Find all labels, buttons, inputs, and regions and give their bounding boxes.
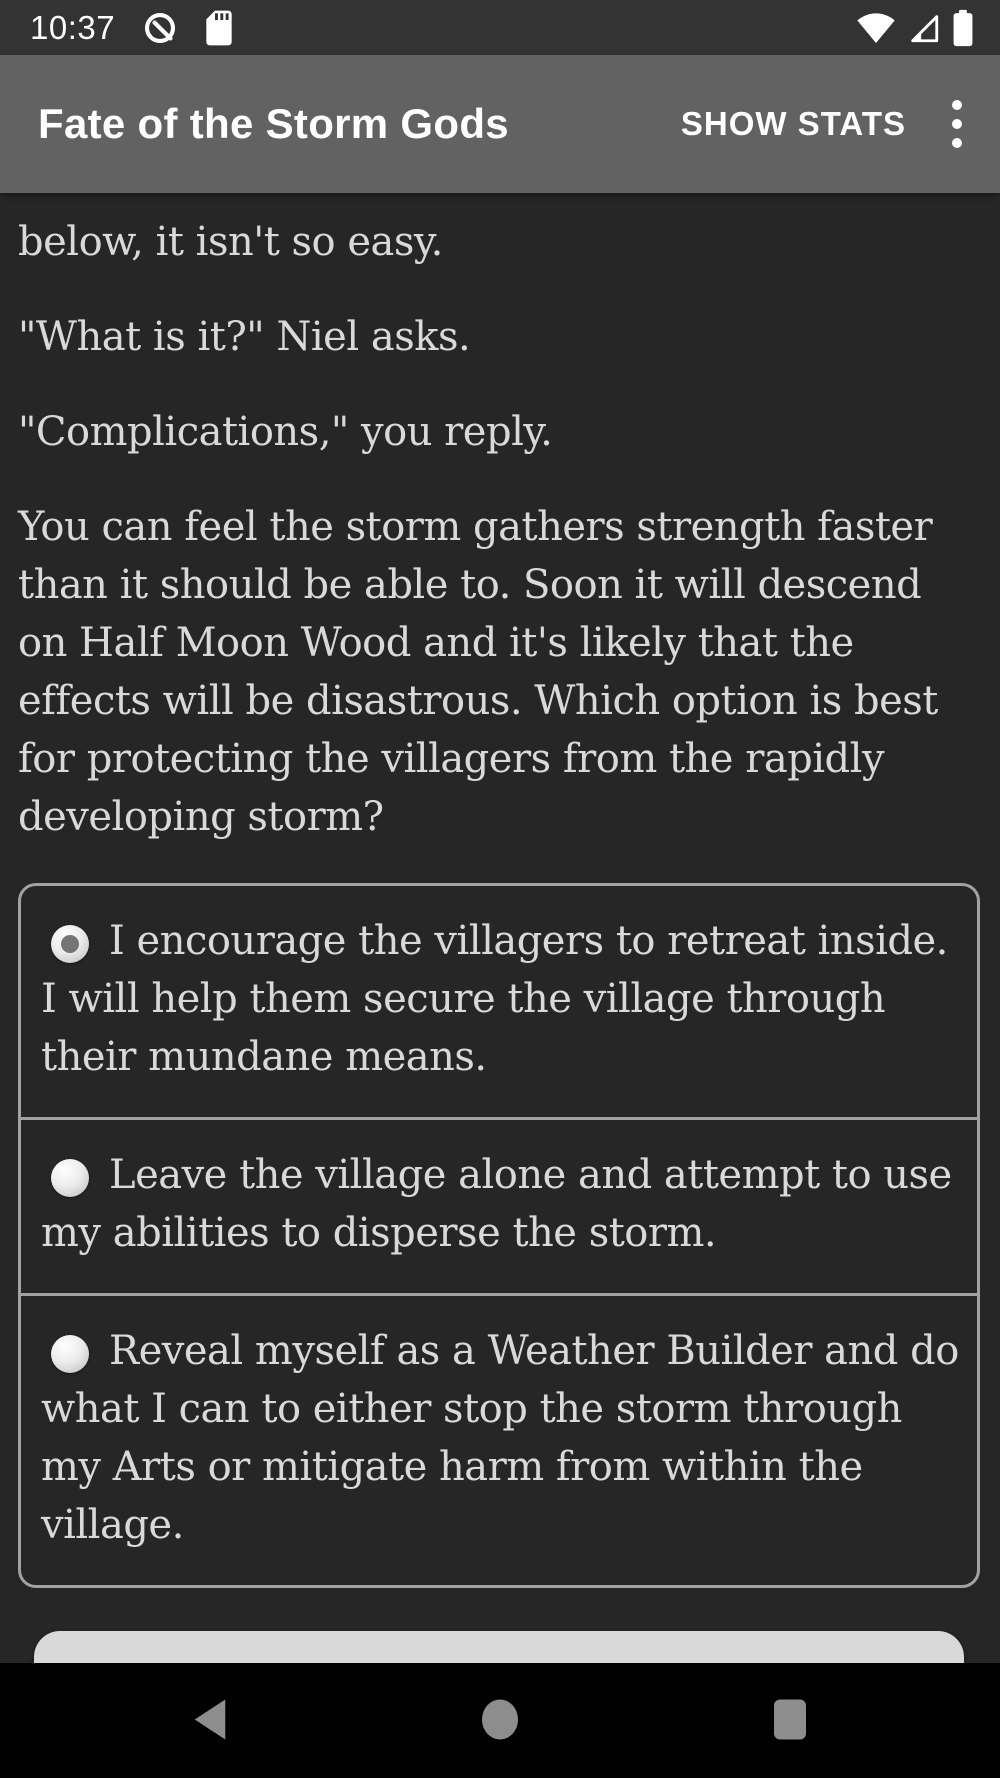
status-bar bbox=[0, 0, 1000, 55]
choice-option-2[interactable] bbox=[21, 1117, 977, 1293]
vertical-ellipsis-icon bbox=[952, 100, 962, 110]
app-bar bbox=[0, 55, 1000, 193]
story-paragraph: "Complications," you reply. bbox=[18, 409, 553, 455]
home-icon bbox=[481, 1698, 519, 1740]
overflow-menu-button[interactable] bbox=[942, 92, 972, 156]
android-q-icon bbox=[141, 9, 179, 47]
app-title: Fate of the Storm Gods bbox=[38, 100, 509, 147]
choice-label: I encourage the villagers to retreat inside. I will help them secure the village through their mundane means. bbox=[41, 918, 948, 1080]
battery-icon bbox=[952, 9, 974, 47]
sd-card-icon bbox=[203, 8, 235, 48]
recents-icon bbox=[773, 1698, 807, 1740]
vertical-ellipsis-icon bbox=[952, 138, 962, 148]
vertical-ellipsis-icon bbox=[952, 119, 962, 129]
story-paragraph: "What is it?" Niel asks. bbox=[18, 314, 471, 360]
choice-label: Leave the village alone and attempt to use my abilities to disperse the storm. bbox=[41, 1152, 952, 1256]
choice-option-1[interactable] bbox=[21, 886, 977, 1117]
status-time: 10:37 bbox=[30, 8, 116, 46]
story-paragraph: You can feel the storm gathers strength faster than it should be able to. Soon it will descend on Half Moon Wood and it's likely that the effects will be disastrous. Which option is best for protecting the villagers from the rapidly developing storm? bbox=[18, 504, 938, 840]
choice-option-3[interactable] bbox=[21, 1293, 977, 1585]
status-right-icons bbox=[856, 9, 974, 47]
wifi-icon bbox=[856, 11, 896, 45]
cell-signal-icon bbox=[906, 11, 942, 45]
choice-group bbox=[18, 883, 980, 1588]
radio-unselected-icon[interactable] bbox=[51, 1159, 89, 1197]
back-button[interactable] bbox=[178, 1684, 242, 1757]
recents-button[interactable] bbox=[759, 1684, 821, 1757]
radio-selected-icon[interactable] bbox=[51, 925, 89, 963]
home-button[interactable] bbox=[467, 1684, 533, 1757]
story-paragraph: below, it isn't so easy. bbox=[18, 219, 443, 265]
back-icon bbox=[192, 1698, 228, 1740]
show-stats-button[interactable]: SHOW STATS bbox=[675, 95, 912, 153]
android-nav-bar bbox=[0, 1663, 1000, 1778]
radio-unselected-icon[interactable] bbox=[51, 1335, 89, 1373]
status-left-icons bbox=[141, 8, 235, 48]
choice-label: Reveal myself as a Weather Builder and do what I can to either stop the storm through my Arts or mitigate harm from within the village. bbox=[41, 1328, 959, 1548]
story-content bbox=[0, 193, 1000, 1731]
